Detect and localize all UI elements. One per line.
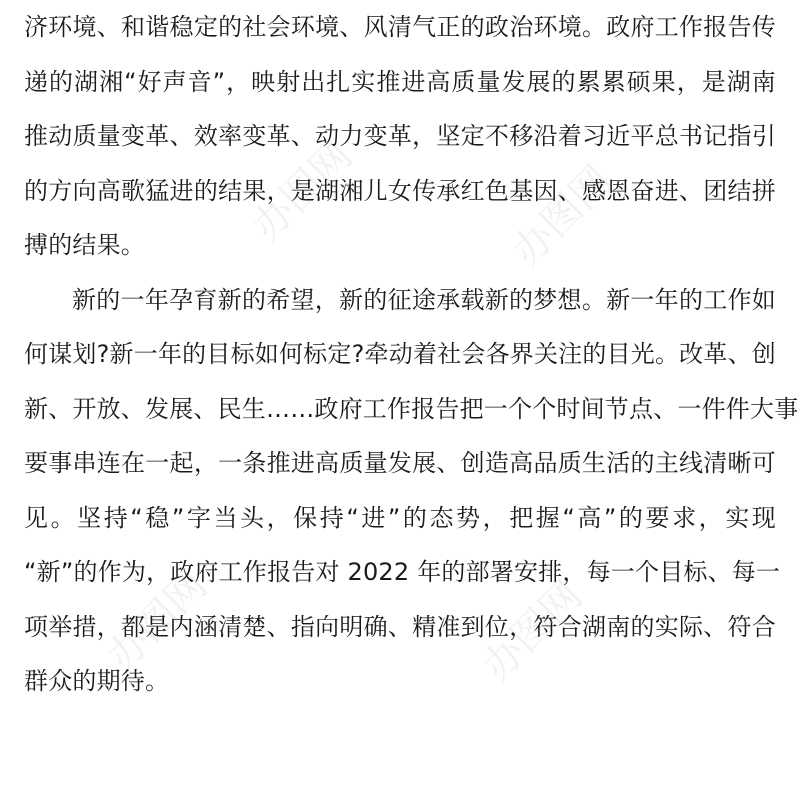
watermark: 办图网 bbox=[503, 157, 622, 275]
paragraph-line: 的方向高歌猛进的结果，是湖湘儿女传承红色基因、感恩奋进、团结拼 bbox=[24, 176, 776, 205]
paragraph-line: 推动质量变革、效率变革、动力变革，坚定不移沿着习近平总书记指引 bbox=[24, 122, 776, 150]
paragraph-line: 见。坚持“稳”字当头，保持“进”的态势，把握“高”的要求，实现 bbox=[24, 503, 776, 532]
paragraph-line: 何谋划?新一年的目标如何标定?牵动着社会各界关注的目光。改革、创 bbox=[24, 340, 776, 368]
watermark: 办图网 bbox=[243, 132, 362, 250]
paragraph-line: 项举措，都是内涵清楚、指向明确、精准到位，符合湖南的实际、符合 bbox=[24, 612, 776, 641]
paragraph-line: 递的湖湘“好声音”，映射出扎实推进高质量发展的累累硕果，是湖南 bbox=[24, 67, 776, 96]
paragraph-line: 搏的结果。 bbox=[24, 231, 145, 259]
document-body bbox=[24, 0, 799, 709]
paragraph-line: “新”的作为，政府工作报告对 2022 年的部署安排，每一个目标、每一 bbox=[24, 558, 781, 586]
watermark: 办图网 bbox=[473, 572, 592, 690]
paragraph-line: 新、开放、发展、民生……政府工作报告把一个个时间节点、一件件大事 bbox=[24, 394, 799, 423]
paragraph-line: 要事串连在一起，一条推进高质量发展、创造高品质生活的主线清晰可 bbox=[24, 449, 776, 477]
paragraph-line: 群众的期待。 bbox=[24, 667, 170, 695]
paragraph-line: 新的一年孕育新的希望，新的征途承载新的梦想。新一年的工作如 bbox=[72, 285, 776, 314]
paragraph-line: 济环境、和谐稳定的社会环境、风清气正的政治环境。政府工作报告传 bbox=[24, 13, 776, 41]
watermark: 办图网 bbox=[98, 562, 217, 680]
